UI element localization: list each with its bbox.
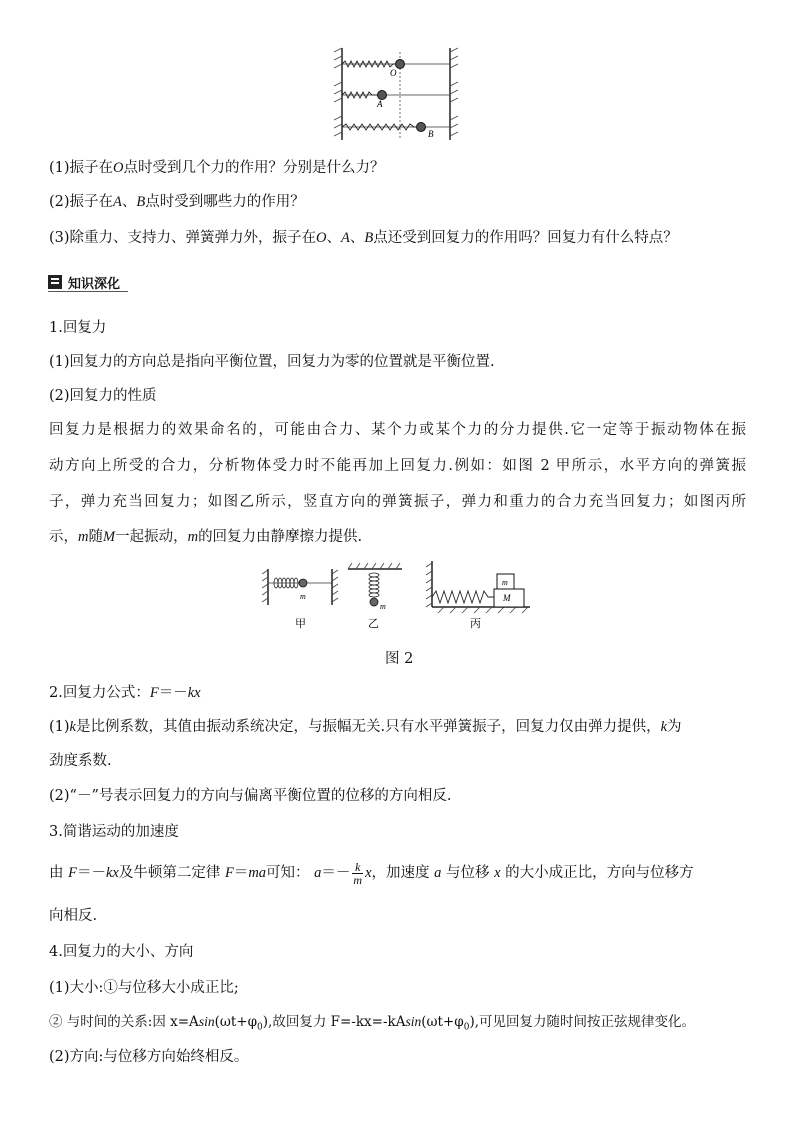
fig2-yi-mass-label: m [380,602,386,611]
fig2-bing-small-mass-label: m [502,578,508,587]
question-3: (3)除重力、支持力、弹簧弹力外，振子在O、A、B点还受到回复力的作用吗？回复力有什么特点？ [49,230,678,246]
figure-2-spring-systems [262,561,537,633]
section-title: 知识深化 [68,276,121,292]
s2-p1-line2: 劲度系数. [49,753,112,769]
s2-p1-line1: (1)k是比例系数，其值由振动系统决定，与振幅无关.只有水平弹簧振子，回复力仅由弹力提供，k为 [49,719,682,735]
s4-heading: 4.回复力的大小、方向 [49,944,194,960]
fig2-label-jia: 甲 [295,618,306,630]
s1-heading: 1.回复力 [49,320,107,336]
s3-line2: 向相反. [49,908,98,924]
s1-line-1: 回复力是根据力的效果命名的，可能由合力、某个力或某个力的分力提供.它一定等于振动物体在振 [49,422,746,438]
s3-line1: 由 F＝－kx及牛顿第二定律 F＝ma可知： a＝－ $\frac{k}{m}$ x，加速度 a 与位移 x 的大小成正比，方向与位移方 [49,859,694,887]
s3-heading: 3.简谐运动的加速度 [49,824,179,840]
fig2-bing-big-mass-label: M [503,593,511,603]
label-o: O [390,68,397,78]
s1-line-2: 动方向上所受的合力，分析物体受力时不能再加上回复力.例如：如图 2 甲所示，水平方向的弹簧振 [49,458,746,474]
s1-line-4: 示，m随M一起振动，m的回复力由静摩擦力提供. [49,529,363,545]
question-2: (2)振子在A、B点时受到哪些力的作用？ [49,194,305,210]
fraction-k-over-m: $\frac{k}{m}$ [353,859,363,887]
s4-p1: (1)大小:①与位移大小成正比; [49,980,239,996]
s4-p3: (2)方向:与位移方向始终相反。 [49,1049,249,1065]
s1-line-3: 子，弹力充当回复力；如图乙所示，竖直方向的弹簧振子，弹力和重力的合力充当回复力；如图丙所 [49,494,746,510]
s1-p2: (2)回复力的性质 [49,388,157,404]
section-rule [48,291,128,292]
fig2-label-bing: 丙 [470,618,481,630]
s4-p2: ② 与时间的关系:因 $x=Asin(\omega t+\varphi_0)$,故回复力 $F=-kx=-kAsin(\omega t+\varphi_0)$,可见回复力随时间按正弦规律变化。 [49,1014,695,1033]
s2-heading: 2.回复力公式：F＝－kx [49,685,201,701]
fig2-label-yi: 乙 [368,618,379,630]
section-badge [48,274,120,290]
label-a: A [377,99,383,109]
s2-p2: (2)“－”号表示回复力的方向与偏离平衡位置的位移的方向相反. [49,788,452,804]
figure-1-spring-oscillators [330,44,465,144]
fig2-jia-mass-label: m [300,592,306,601]
s1-p1: (1)回复力的方向总是指向平衡位置，回复力为零的位置就是平衡位置. [49,354,495,370]
label-b: B [428,129,434,139]
list-icon [48,275,62,289]
figure-2-caption: 图 2 [385,651,414,667]
question-1: (1)振子在O点时受到几个力的作用？分别是什么力？ [49,160,385,176]
